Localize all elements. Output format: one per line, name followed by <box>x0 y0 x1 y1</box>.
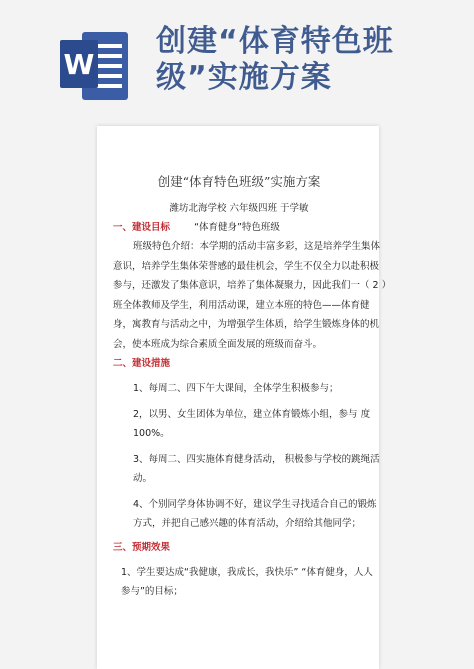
measure-3 <box>113 450 380 489</box>
intro-line: 会，使本班成为综合素质全面发展的班级而奋斗。 <box>113 338 323 350</box>
banner-title <box>156 24 456 96</box>
intro-line: 班级特色介绍：本学期的活动丰富多彩，这是培养学生集体 <box>133 241 381 252</box>
section-3-row <box>113 538 365 557</box>
intro-paragraph <box>113 237 392 354</box>
measure-2-line: 2，以男、女生团体为单位，建立体育锻炼小组，参与 度 <box>133 408 371 420</box>
banner <box>0 0 474 110</box>
measure-3-line: 动。 <box>133 473 153 484</box>
measure-1-line: 1、每周二、四下午大课间，全体学生积极参与； <box>133 383 339 394</box>
section-1-subtitle: “体育健身”特色班级 <box>194 222 280 233</box>
section-2-heading: 二、建设措施 <box>113 358 171 369</box>
measure-4-line: 4、个别同学身体协调不好，建议学生寻找适合自己的锻炼 <box>133 498 377 510</box>
measure-1 <box>113 379 365 399</box>
measure-4-line: 方式，并把自己感兴趣的体育活动，介绍给其他同学； <box>133 518 362 529</box>
intro-line: 身，寓教育与活动之中，为增强学生体质，给学生锻炼身体的机 <box>113 319 380 330</box>
banner-title-line-1: 创建“体育特色班 <box>156 24 394 59</box>
section-1-row <box>113 218 365 237</box>
section-3-heading: 三、预期效果 <box>113 541 171 553</box>
measure-3-line: 3、每周二、四实施体育健身活动， 积极参与学校的跳绳活 <box>133 453 380 465</box>
intro-line: 意识，培养学生集体荣誉感的最佳机会，学生不仅全力以赴积极 <box>113 260 380 272</box>
measure-4 <box>113 495 377 534</box>
svg-text:W: W <box>63 48 95 81</box>
document-author: 潍坊北海学校 六年级四班 于学敏 <box>169 203 309 214</box>
document-title: 创建“体育特色班级”实施方案 <box>157 174 321 189</box>
effect-1 <box>113 563 373 602</box>
effect-1-line: 1、学生要达成“我健康，我成长，我快乐” “体育健身，人人 <box>121 566 373 578</box>
document-body <box>113 172 392 602</box>
section-2-row <box>113 354 365 373</box>
measure-2 <box>113 405 371 444</box>
document-page <box>97 126 392 669</box>
intro-line: 班全体教师及学生，利用活动课，建立本班的特色——体育健 <box>113 299 370 311</box>
word-document-icon <box>60 28 130 104</box>
intro-line: 参与，还激发了集体意识，培养了集体凝聚力，因此我们一（ 2 ） <box>113 280 392 291</box>
section-1-heading: 一、建设目标 <box>113 222 171 233</box>
measure-2-line: 100%。 <box>133 428 170 439</box>
banner-title-line-2: 级”实施方案 <box>156 60 332 95</box>
effect-1-line: 参与”的目标； <box>121 586 183 597</box>
